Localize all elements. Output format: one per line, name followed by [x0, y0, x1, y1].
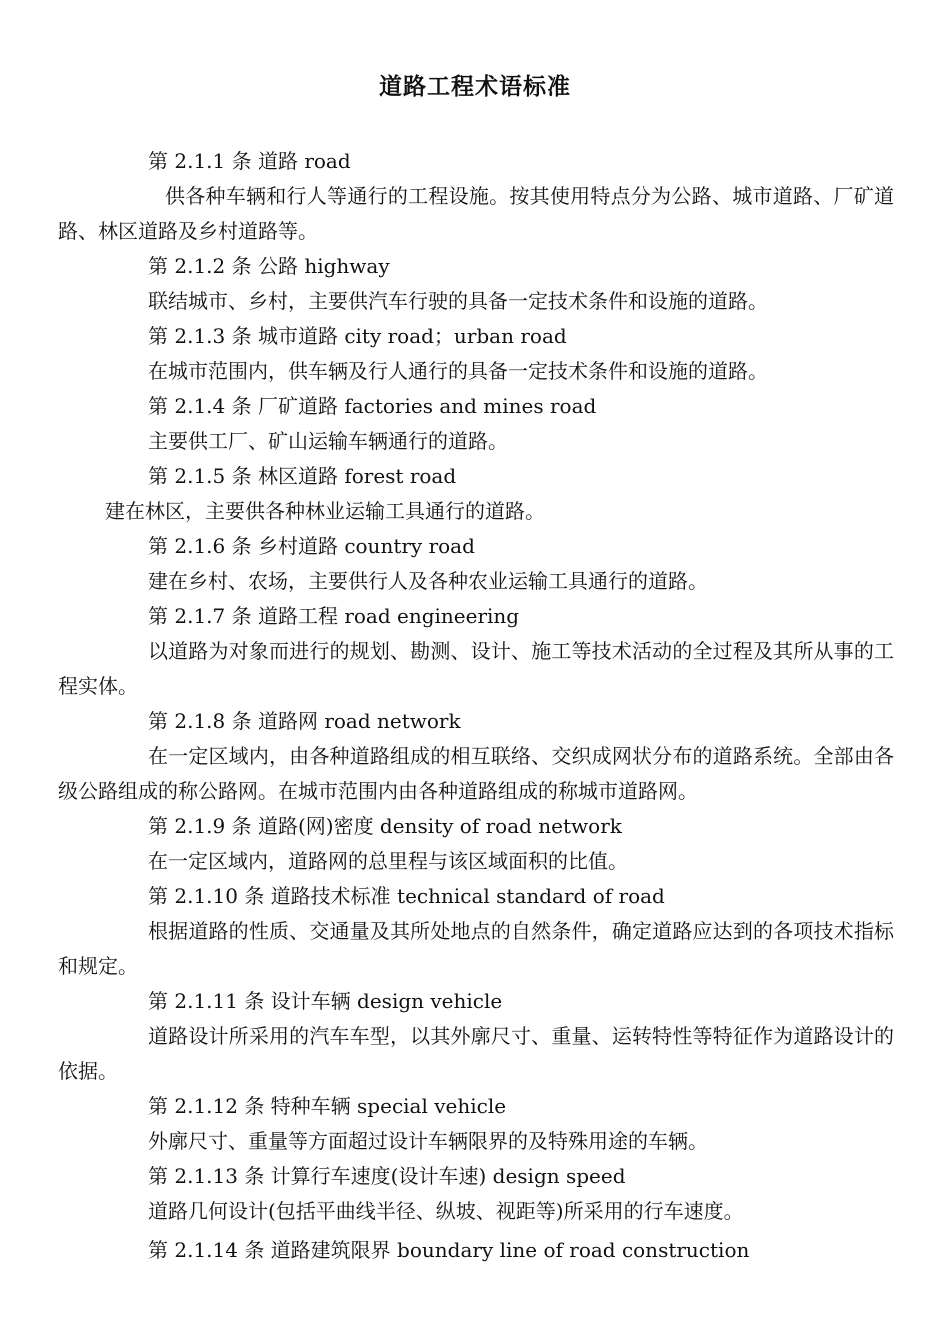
entry-definition: 主要供工厂、矿山运输车辆通行的道路。 [148, 429, 508, 453]
entry-heading: 第 2.1.4 条 厂矿道路 factories and mines road [148, 394, 597, 418]
entry-definition: 建在乡村、农场，主要供行人及各种农业运输工具通行的道路。 [148, 569, 708, 593]
entry-heading: 第 2.1.9 条 道路(网)密度 density of road network [148, 814, 622, 838]
entry-definition: 联结城市、乡村，主要供汽车行驶的具备一定技术条件和设施的道路。 [148, 289, 768, 313]
entry-definition: 建在林区，主要供各种林业运输工具通行的道路。 [105, 499, 545, 523]
entry-heading: 第 2.1.6 条 乡村道路 country road [148, 534, 475, 558]
entry-heading: 第 2.1.8 条 道路网 road network [148, 709, 461, 733]
document-title: 道路工程术语标准 [379, 74, 571, 100]
entry-definition: 以道路为对象而进行的规划、勘测、设计、施工等技术活动的全过程及其所从事的工程实体。 [58, 639, 894, 698]
entry-definition: 道路设计所采用的汽车车型，以其外廓尺寸、重量、运转特性等特征作为道路设计的依据。 [58, 1024, 894, 1083]
entry-definition: 在城市范围内，供车辆及行人通行的具备一定技术条件和设施的道路。 [148, 359, 768, 383]
entry-definition: 道路几何设计(包括平曲线半径、纵坡、视距等)所采用的行车速度。 [148, 1199, 744, 1223]
entry-definition: 根据道路的性质、交通量及其所处地点的自然条件，确定道路应达到的各项技术指标和规定。 [58, 919, 894, 978]
entry-heading: 第 2.1.5 条 林区道路 forest road [148, 464, 457, 488]
entry-heading: 第 2.1.10 条 道路技术标准 technical standard of road [148, 884, 665, 908]
entry-heading: 第 2.1.11 条 设计车辆 design vehicle [148, 989, 503, 1013]
entry-heading: 第 2.1.12 条 特种车辆 special vehicle [148, 1094, 507, 1118]
entry-heading: 第 2.1.2 条 公路 highway [148, 254, 390, 278]
entry-heading: 第 2.1.13 条 计算行车速度(设计车速) design speed [148, 1164, 626, 1188]
entry-definition: 在一定区域内，道路网的总里程与该区域面积的比值。 [148, 849, 628, 873]
entry-heading: 第 2.1.14 条 道路建筑限界 boundary line of road construction [148, 1238, 750, 1262]
entry-definition: 在一定区域内，由各种道路组成的相互联络、交织成网状分布的道路系统。全部由各级公路组成的称公路网。在城市范围内由各种道路组成的称城市道路网。 [58, 744, 894, 803]
entry-heading: 第 2.1.7 条 道路工程 road engineering [148, 604, 520, 628]
entry-definition: 外廓尺寸、重量等方面超过设计车辆限界的及特殊用途的车辆。 [148, 1129, 708, 1153]
document-body [58, 144, 894, 1268]
entry-definition: 供各种车辆和行人等通行的工程设施。按其使用特点分为公路、城市道路、厂矿道路、林区道路及乡村道路等。 [58, 184, 894, 243]
entry-heading: 第 2.1.3 条 城市道路 city road；urban road [148, 324, 567, 348]
entry-heading: 第 2.1.1 条 道路 road [148, 149, 351, 173]
